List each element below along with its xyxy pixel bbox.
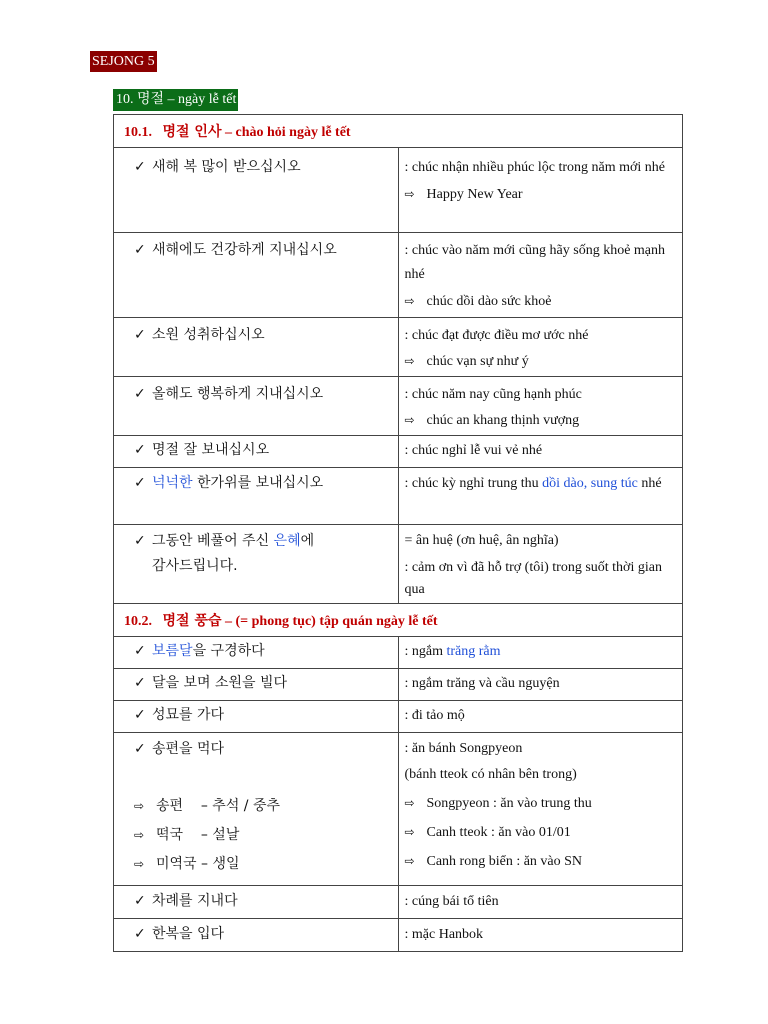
vietnamese-meaning: : mặc Hanbok bbox=[404, 927, 484, 942]
table-row bbox=[114, 886, 683, 919]
subsection-title-ko-2: 풍습 bbox=[194, 613, 222, 629]
vietnamese-meaning-end: nhé bbox=[637, 476, 662, 491]
vocab-table bbox=[113, 114, 683, 952]
check-icon: ✓ bbox=[134, 159, 146, 175]
check-icon: ✓ bbox=[134, 741, 146, 757]
korean-highlight: 넉넉한 bbox=[152, 475, 193, 491]
vietnamese-meaning: : chúc kỳ nghỉ trung thu bbox=[404, 476, 543, 491]
check-icon: ✓ bbox=[134, 707, 146, 723]
translation-note: chúc dồi dào sức khoẻ bbox=[426, 294, 552, 309]
subsection-number: 10.1. bbox=[124, 125, 152, 140]
check-icon: ✓ bbox=[134, 475, 146, 491]
korean-highlight: 보름달 bbox=[152, 643, 193, 659]
vietnamese-highlight: trăng rằm bbox=[446, 644, 501, 659]
korean-phrase: 한복을 입다 bbox=[152, 926, 225, 942]
check-icon: ✓ bbox=[134, 643, 146, 659]
table-row bbox=[114, 318, 683, 377]
subsection-header bbox=[114, 115, 683, 148]
subsection-title-vi: – (= phong tục) tập quán ngày lễ tết bbox=[221, 614, 438, 629]
vietnamese-meaning: : chúc đạt được điều mơ ước nhé bbox=[404, 328, 589, 343]
vietnamese-highlight: dồi dào, sung túc bbox=[542, 476, 638, 491]
table-row bbox=[114, 377, 683, 436]
vietnamese-meaning: : ngắm trăng và cầu nguyện bbox=[404, 676, 560, 691]
check-icon: ✓ bbox=[134, 386, 146, 402]
section-heading: 10. 명절 – ngày lễ tết bbox=[113, 89, 238, 111]
translation-note: chúc vạn sự như ý bbox=[426, 354, 529, 369]
vietnamese-meaning: : chúc nhận nhiều phúc lộc trong năm mới nhé bbox=[404, 160, 666, 175]
table-row bbox=[114, 468, 683, 525]
subsection-title-ko: 명절 bbox=[162, 613, 195, 629]
check-icon: ✓ bbox=[134, 242, 146, 258]
arrow-icon: ⇨ bbox=[404, 354, 415, 368]
vietnamese-meaning: : chúc vào năm mới cũng hãy sống khoẻ mạnh nhé bbox=[404, 243, 666, 282]
check-icon: ✓ bbox=[134, 926, 146, 942]
subsection-number: 10.2. bbox=[124, 614, 152, 629]
arrow-icon: ⇨ bbox=[134, 828, 145, 842]
korean-phrase: 달을 보며 소원을 빌다 bbox=[152, 675, 288, 691]
arrow-icon: ⇨ bbox=[404, 796, 415, 810]
subsection-title-vi: – chào hỏi ngày lễ tết bbox=[221, 125, 351, 140]
food-item: 미역국 – 생일 bbox=[156, 856, 240, 872]
food-item: 송편 – 추석 / 중추 bbox=[156, 798, 281, 814]
vietnamese-meaning: : ngắm bbox=[404, 644, 447, 659]
korean-highlight: 은혜 bbox=[273, 533, 301, 549]
translation-note: chúc an khang thịnh vượng bbox=[426, 413, 580, 428]
table-row bbox=[114, 436, 683, 468]
arrow-icon: ⇨ bbox=[134, 857, 145, 871]
table-row bbox=[114, 148, 683, 233]
translation-note: Happy New Year bbox=[426, 187, 523, 202]
korean-phrase: 그동안 베풀어 주신 bbox=[152, 533, 274, 549]
korean-particle: 에 bbox=[300, 533, 315, 549]
food-meaning: Canh tteok : ăn vào 01/01 bbox=[426, 825, 571, 840]
table-row bbox=[114, 669, 683, 701]
arrow-icon: ⇨ bbox=[404, 187, 415, 201]
check-icon: ✓ bbox=[134, 675, 146, 691]
vietnamese-meaning: : đi tảo mộ bbox=[404, 708, 465, 723]
vietnamese-meaning: : chúc năm nay cũng hạnh phúc bbox=[404, 387, 582, 402]
korean-phrase: 성묘를 가다 bbox=[152, 707, 225, 723]
check-icon: ✓ bbox=[134, 442, 146, 458]
korean-phrase: 한가위를 보내십시오 bbox=[192, 475, 324, 491]
arrow-icon: ⇨ bbox=[404, 413, 415, 427]
food-meaning: Songpyeon : ăn vào trung thu bbox=[426, 796, 592, 811]
food-meaning: Canh rong biển : ăn vào SN bbox=[426, 854, 583, 869]
check-icon: ✓ bbox=[134, 893, 146, 909]
arrow-icon: ⇨ bbox=[404, 294, 415, 308]
check-icon: ✓ bbox=[134, 327, 146, 343]
vietnamese-meaning-2: : cảm ơn vì đã hỗ trợ (tôi) trong suốt thời gian qua bbox=[404, 560, 662, 597]
korean-phrase: 송편을 먹다 bbox=[152, 741, 225, 757]
table-row bbox=[114, 919, 683, 952]
korean-phrase: 을 구경하다 bbox=[192, 643, 265, 659]
table-row bbox=[114, 733, 683, 886]
table-row bbox=[114, 701, 683, 733]
korean-phrase: 차례를 지내다 bbox=[152, 893, 238, 909]
korean-phrase-line2: 감사드립니다. bbox=[152, 558, 238, 574]
arrow-icon: ⇨ bbox=[404, 854, 415, 868]
check-icon: ✓ bbox=[134, 533, 146, 549]
korean-phrase: 올해도 행복하게 지내십시오 bbox=[152, 386, 324, 402]
korean-phrase: 새해에도 건강하게 지내십시오 bbox=[152, 242, 337, 258]
arrow-icon: ⇨ bbox=[134, 799, 145, 813]
arrow-icon: ⇨ bbox=[404, 825, 415, 839]
korean-phrase: 소원 성취하십시오 bbox=[152, 327, 265, 343]
vietnamese-meaning: : ăn bánh Songpyeon bbox=[404, 741, 523, 756]
subsection-title-ko: 명절 인사 bbox=[162, 124, 222, 140]
food-item: 떡국 – 설날 bbox=[156, 827, 240, 843]
vietnamese-meaning: : cúng bái tổ tiên bbox=[404, 894, 499, 909]
table-row bbox=[114, 637, 683, 669]
table-row bbox=[114, 233, 683, 318]
document-label: SEJONG 5 bbox=[90, 51, 157, 72]
vietnamese-meaning-2: (bánh tteok có nhân bên trong) bbox=[404, 767, 577, 782]
korean-phrase: 새해 복 많이 받으십시오 bbox=[152, 159, 301, 175]
table-row bbox=[114, 525, 683, 604]
vietnamese-meaning: : chúc nghỉ lễ vui vẻ nhé bbox=[404, 443, 543, 458]
korean-phrase: 명절 잘 보내십시오 bbox=[152, 442, 270, 458]
vietnamese-meaning: = ân huệ (ơn huệ, ân nghĩa) bbox=[404, 533, 559, 548]
subsection-header bbox=[114, 604, 683, 637]
